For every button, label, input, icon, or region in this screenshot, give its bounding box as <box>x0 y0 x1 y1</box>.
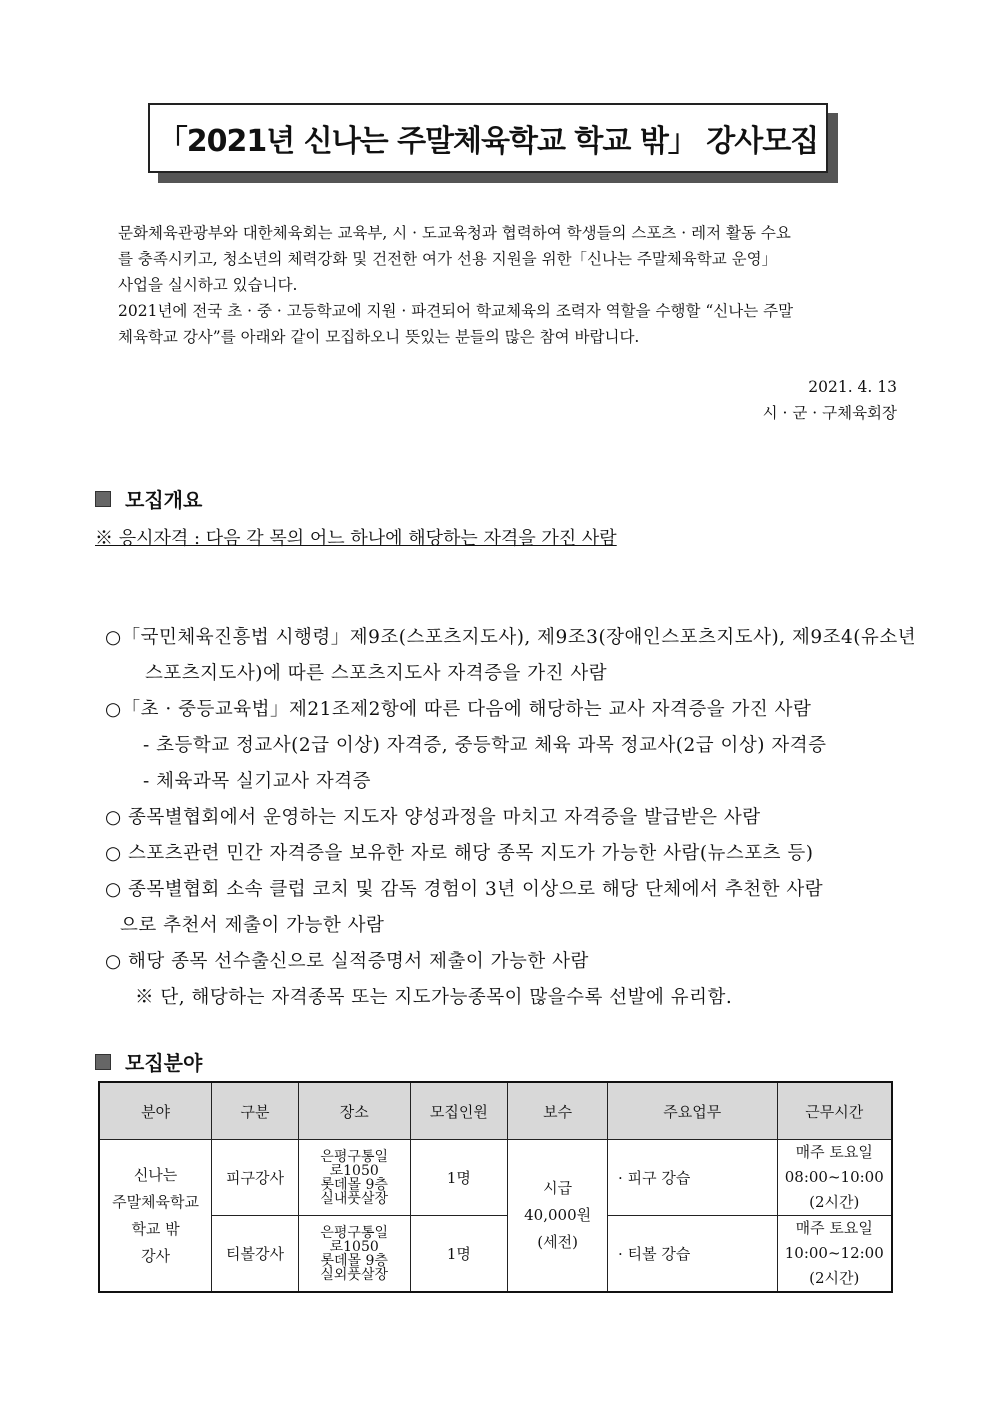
recruitment-table <box>98 1081 893 1293</box>
location-text: 로1050 <box>329 1238 379 1255</box>
square-bullet-icon <box>95 1054 111 1070</box>
table-row <box>99 1216 892 1293</box>
intro-line: 문화체육관광부와 대한체육회는 교육부, 시 · 도교육청과 협력하여 학생들의 스포츠 · 레저 활동 수요 <box>118 224 791 242</box>
count-cell: 1명 <box>410 1140 508 1216</box>
date-block <box>763 374 897 426</box>
list-item: ○「국민체육진흥법 시행령」제9조(스포츠지도사), 제9조3(장애인스포츠지도사), 제9조4(유소년 <box>105 627 917 648</box>
count-cell: 1명 <box>410 1216 508 1293</box>
list-item: - 초등학교 정교사(2급 이상) 자격증, 중등학교 체육 과목 정교사(2급 이상) 자격증 <box>143 735 827 756</box>
table-header: 모집인원 <box>410 1082 508 1140</box>
intro-text <box>118 220 898 350</box>
pay-cell <box>508 1140 608 1293</box>
duty-cell: · 피구 강습 <box>608 1140 777 1216</box>
section-title: 모집개요 <box>125 488 203 512</box>
qualification-list <box>105 620 917 1016</box>
pay-text: 40,000원 <box>524 1206 592 1224</box>
table-header: 근무시간 <box>777 1082 892 1140</box>
worktime-text: (2시간) <box>809 1269 860 1287</box>
worktime-text: 매주 토요일 <box>795 1143 873 1161</box>
intro-line: 체육학교 강사”를 아래와 같이 모집하오니 뜻있는 분들의 많은 참여 바랍니다. <box>118 328 640 346</box>
list-item: ○ 종목별협회에서 운영하는 지도자 양성과정을 마치고 자격증을 발급받은 사람 <box>105 807 761 828</box>
duty-cell: · 티볼 강습 <box>608 1216 777 1293</box>
type-cell: 피구강사 <box>212 1140 299 1216</box>
list-item: - 체육과목 실기교사 자격증 <box>143 771 371 792</box>
table-header: 구분 <box>212 1082 299 1140</box>
type-cell: 티볼강사 <box>212 1216 299 1293</box>
location-text: 은평구통일 <box>320 1224 388 1241</box>
table-header: 주요업무 <box>608 1082 777 1140</box>
worktime-text: 08:00~10:00 <box>784 1168 884 1186</box>
section-title: 모집분야 <box>125 1051 203 1075</box>
location-cell <box>298 1216 410 1293</box>
list-item: 스포츠지도사)에 따른 스포츠지도사 자격증을 가진 사람 <box>145 663 608 684</box>
worktime-cell <box>777 1216 892 1293</box>
location-text: 롯데몰 9층 <box>320 1176 388 1193</box>
section-heading-fields <box>95 1047 202 1076</box>
location-text: 실외풋살장 <box>320 1266 388 1283</box>
list-item: 으로 추천서 제출이 가능한 사람 <box>120 915 385 936</box>
field-cell <box>99 1140 212 1293</box>
table-header: 장소 <box>298 1082 410 1140</box>
field-text: 신나는 <box>133 1165 178 1184</box>
table-header-row <box>99 1082 892 1140</box>
square-bullet-icon <box>95 491 111 507</box>
worktime-cell <box>777 1140 892 1216</box>
location-text: 은평구통일 <box>320 1148 388 1165</box>
list-item: ○ 종목별협회 소속 클럽 코치 및 감독 경험이 3년 이상으로 해당 단체에서 추천한 사람 <box>105 879 824 900</box>
table-row <box>99 1140 892 1216</box>
location-cell <box>298 1140 410 1216</box>
list-item: ○「초 · 중등교육법」제21조제2항에 따른 다음에 해당하는 교사 자격증을 가진 사람 <box>105 699 812 720</box>
date: 2021. 4. 13 <box>808 378 897 396</box>
location-text: 로1050 <box>329 1162 379 1179</box>
section-heading-overview <box>95 484 202 513</box>
table-header: 보수 <box>508 1082 608 1140</box>
worktime-text: 10:00~12:00 <box>784 1244 884 1262</box>
location-text: 실내풋살장 <box>320 1190 388 1207</box>
list-item: ※ 단, 해당하는 자격종목 또는 지도가능종목이 많을수록 선발에 유리함. <box>135 987 733 1008</box>
intro-line: 2021년에 전국 초 · 중 · 고등학교에 지원 · 파견되어 학교체육의 조력자 역할을 수행할 “신나는 주말 <box>118 302 794 320</box>
qualification-note: ※ 응시자격 : 다음 각 목의 어느 하나에 해당하는 자격을 가진 사람 <box>95 528 617 549</box>
page-title: 「2021년 신나는 주말체육학교 학교 밖」 강사모집 <box>148 103 828 173</box>
intro-line: 를 충족시키고, 청소년의 체력강화 및 건전한 여가 선용 지원을 위한「신나는 주말체육학교 운영」 <box>118 250 778 268</box>
issuer: 시 · 군 · 구체육회장 <box>762 404 897 422</box>
field-text: 주말체육학교 <box>112 1192 200 1211</box>
pay-text: (세전) <box>537 1233 578 1251</box>
list-item: ○ 해당 종목 선수출신으로 실적증명서 제출이 가능한 사람 <box>105 951 589 972</box>
field-text: 강사 <box>141 1246 171 1265</box>
list-item: ○ 스포츠관련 민간 자격증을 보유한 자로 해당 종목 지도가 가능한 사람(뉴스포츠 등) <box>105 843 814 864</box>
pay-text: 시급 <box>543 1179 573 1197</box>
worktime-text: 매주 토요일 <box>795 1219 873 1237</box>
location-text: 롯데몰 9층 <box>320 1252 388 1269</box>
intro-line: 사업을 실시하고 있습니다. <box>118 276 298 294</box>
table-header: 분야 <box>99 1082 212 1140</box>
worktime-text: (2시간) <box>809 1193 860 1211</box>
field-text: 학교 밖 <box>131 1219 180 1238</box>
